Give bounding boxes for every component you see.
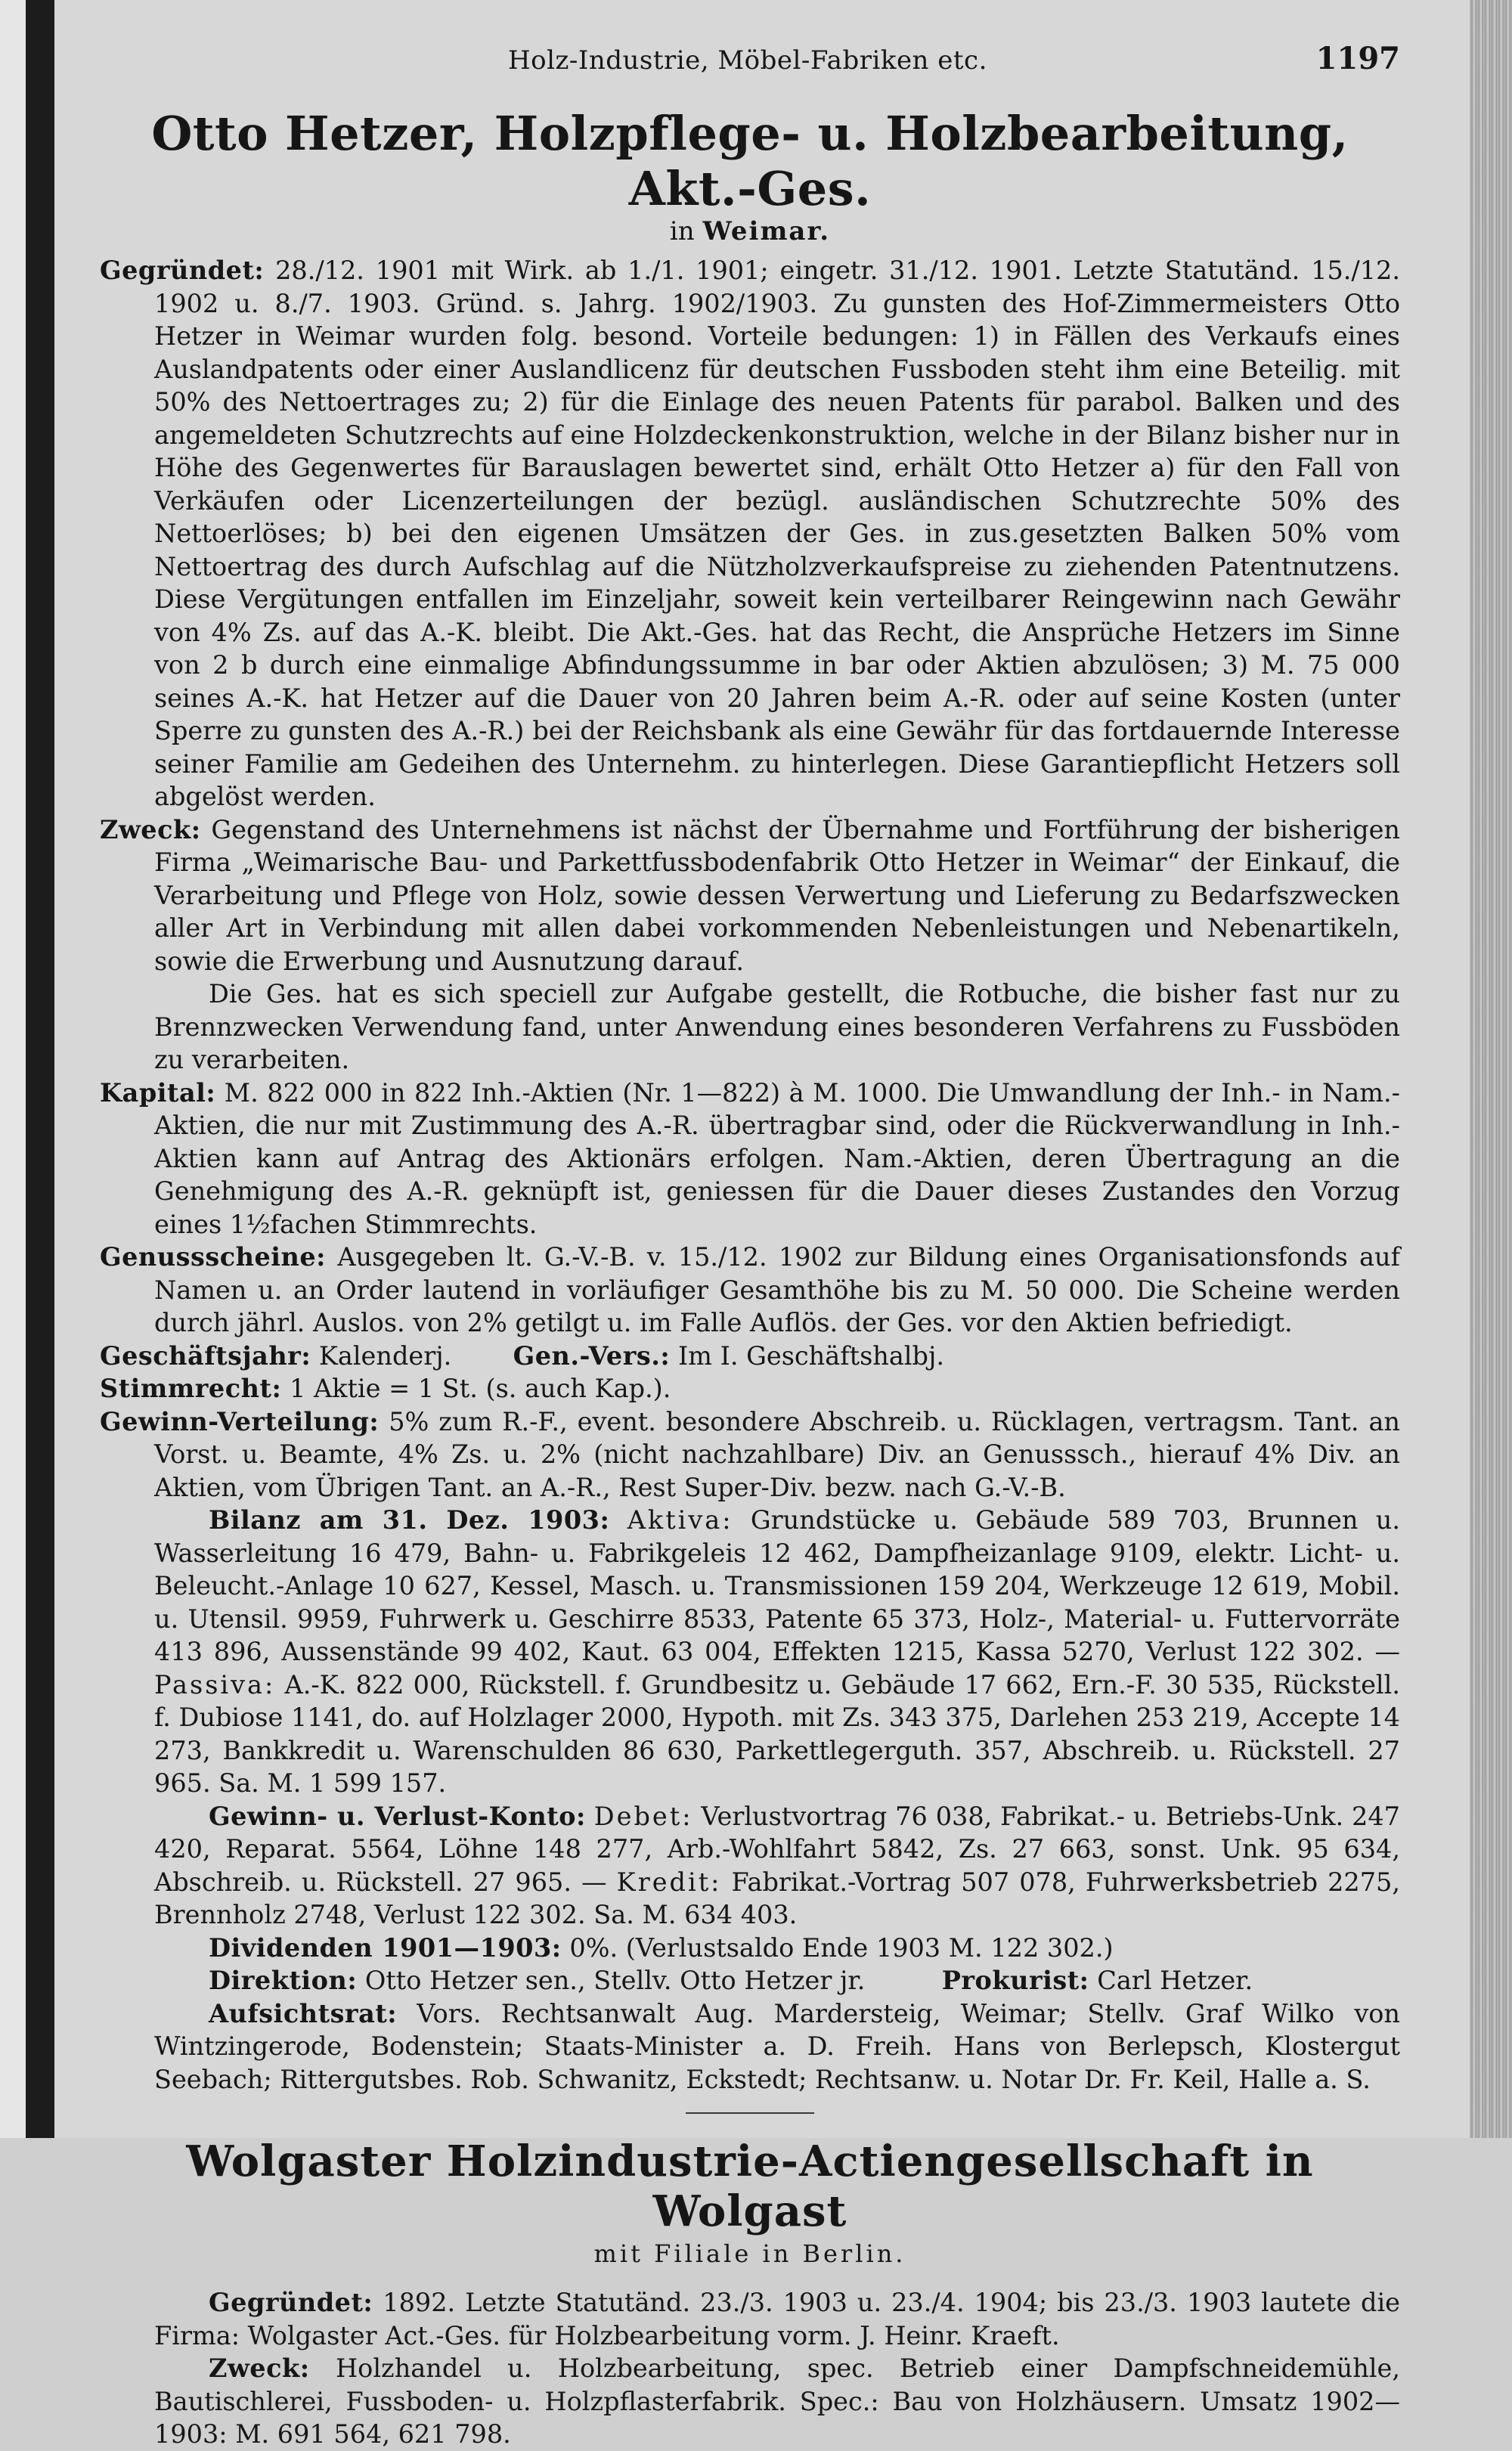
direktion-label: Direktion:: [209, 1966, 358, 1995]
gegruendet-label: Gegründet:: [100, 256, 265, 285]
gegruendet-text: 28./12. 1901 mit Wirk. ab 1./1. 1901; eingetr. 31./12. 1901. Letzte Statutänd. 15./12. 1902 u. 8./7. 1903. Gründ. s. Jahrg. 1902/1903. Zu gunsten des Hof-Zimmermeisters Otto Hetzer in Weimar wurden folg. besond. Vorteile bedungen: 1) in Fällen des Verkaufs eines Auslandpatents oder einer Auslandlicenz für deutschen Fussboden steht ihm eine Beteilig. mit 50% des Nettoertrages zu; 2) für die Einlage des neuen Patents für parabol. Balken und des angemeldeten Schutzrechts auf eine Holzdeckenkonstruktion, welche in der Bilanz bisher nur in Höhe des Gegenwertes für Barauslagen bewertet sind, erhält Otto Hetzer a) für den Fall von Verkäufen oder Licenzerteilungen der bezügl. ausländischen Schutzrechte 50% des Nettoerlöses; b) bei den eigenen Umsätzen der Ges. in zus.gesetzten Balken 50% vom Nettoertrag des durch Aufschlag auf die Nützholzverkaufspreise zu ziehenden Patentnutzens. Diese Vergütungen entfallen im Einzeljahr, soweit kein verteilbarer Reingewinn nach Gewähr von 4% Zs. auf das A.-K. bleibt. Die Akt.-Ges. hat das Recht, die Ansprüche Hetzers im Sinne von 2 b durch eine einmalige Abfindungssumme in bar oder Aktien abzulösen; 3) M. 75 000 seines A.-K. hat Hetzer auf die Dauer von 20 Jahren beim A.-R. oder auf seine Kosten (unter Sperre zu gunsten des A.-R.) bei der Reichsbank als eine Gewähr für das fortdauernde Interesse seiner Familie am Gedeihen des Unternehm. zu hinterlegen. Diese Garantiepflicht Hetzers soll abgelöst werden.: [154, 256, 1400, 811]
kredit-text: Fabrikat.-Vortrag 507 078, Fuhrwerksbetrieb 2275, Brennholz 2748, Verlust 122 302. Sa. M. 634 403.: [154, 1867, 1401, 1929]
company1-zweck: [100, 813, 1400, 978]
company1-stimmrecht: [100, 1372, 1400, 1405]
company2-gegruendet-label: Gegründet:: [209, 2288, 373, 2317]
passiva-label: Passiva:: [154, 1669, 276, 1700]
page-stack-edge: [1470, 0, 1512, 2138]
debet-label: Debet:: [593, 1801, 693, 1831]
company1-bilanz: [100, 1504, 1400, 1800]
company1-direktion: [100, 1964, 1400, 1997]
company1-gewinnverteilung: [100, 1405, 1400, 1504]
book-page: [54, 0, 1470, 2449]
company1-aufsichtsrat: [100, 1997, 1400, 2096]
prokurist-text: Carl Hetzer.: [1097, 1966, 1253, 1995]
genussscheine-label: Genussscheine:: [100, 1242, 327, 1272]
passiva-text: A.-K. 822 000, Rückstell. f. Grundbesitz u. Gebäude 17 662, Ern.-F. 30 535, Rückstell. f. Dubiose 1141, do. auf Holzlager 2000, Hypoth. mit Zs. 343 375, Darlehen 253 219, Accepte 14 273, Bankkredit u. Warenschulden 86 630, Parkettlegerguth. 357, Abschreib. u. Rückstell. 27 965. Sa. M. 1 599 157.: [154, 1669, 1400, 1798]
company2-subtitle: mit Filiale in Berlin.: [593, 2239, 906, 2268]
kredit-label: Kredit:: [616, 1867, 722, 1897]
book-binding-edge: [26, 0, 54, 2138]
company2-name: Wolgaster Holzindustrie-Actiengesellschaft in Wolgast: [186, 2136, 1314, 2236]
aufsichtsrat-label: Aufsichtsrat:: [209, 1998, 398, 2028]
company2-zweck-text: Holzhandel u. Holzbearbeitung, spec. Betrieb einer Dampfschneidemühle, Bautischlerei, Fussboden- u. Holzpflasterfabrik. Spec.: Bau von Holzhäusern. Umsatz 1902—1903: M. 691 564, 621 798.: [154, 2353, 1400, 2449]
company1-geschaeftsjahr-row: [100, 1340, 1400, 1373]
company2-zweck: [100, 2352, 1400, 2451]
aufsichtsrat-text: Vors. Rechtsanwalt Aug. Mardersteig, Weimar; Stellv. Graf Wilko von Wintzingerode, Bodenstein; Staats-Minister a. D. Freih. Hans von Berlepsch, Klostergut Seebach; Rittergutsbes. Rob. Schwanitz, Eckstedt; Rechtsanw. u. Notar Dr. Fr. Keil, Halle a. S.: [154, 1998, 1400, 2094]
company1-location-city: Weimar.: [702, 216, 831, 246]
kapital-label: Kapital:: [100, 1077, 216, 1108]
zweck-text: Gegenstand des Unternehmens ist nächst der Übernahme und Fortführung der bisherigen Firma „Weimarische Bau- und Parkettfussbodenfabrik Otto Hetzer in Weimar“ der Einkauf, die Verarbeitung und Pflege von Holz, sowie dessen Verwertung und Lieferung zu Bedarfszwecken aller Art in Verbindung mit allen dabei vorkommenden Nebenleistungen und Nebenartikeln, sowie die Erwerbung und Ausnutzung darauf.: [154, 814, 1400, 976]
genvers-label: Gen.-Vers.:: [513, 1340, 671, 1371]
company1-dividenden: [100, 1932, 1400, 1965]
aktiva-text: Grundstücke u. Gebäude 589 703, Brunnen u. Wasserleitung 16 479, Bahn- u. Fabrikgeleis 12 462, Dampfheizanlage 9109, elektr. Licht- u. Beleucht.-Anlage 10 627, Kessel, Masch. u. Transmissionen 159 204, Werkzeuge 12 619, Mobil. u. Utensil. 9959, Fuhrwerk u. Geschirre 8533, Patente 65 373, Holz-, Material- u. Futtervorräte 413 896, Aussenstände 99 402, Kaut. 63 004, Effekten 1215, Kassa 5270, Verlust 122 302. —: [154, 1505, 1401, 1666]
stimmrecht-text: 1 Aktie = 1 St. (s. auch Kap.).: [290, 1374, 671, 1403]
kapital-text: M. 822 000 in 822 Inh.-Aktien (Nr. 1—822) à M. 1000. Die Umwandlung der Inh.- in Nam.-Aktien, die nur mit Zustimmung des A.-R. übertragbar sind, oder die Rückverwandlung in Inh.-Aktien kann auf Antrag des Aktionärs erfolgen. Nam.-Aktien, deren Übertragung an die Genehmigung des A.-R. geknüpft ist, geniessen für die Dauer dieses Zustandes den Vorzug eines 1½fachen Stimmrechts.: [154, 1077, 1400, 1239]
genussscheine-text: Ausgegeben lt. G.-V.-B. v. 15./12. 1902 zur Bildung eines Organisationsfonds auf Namen u. an Order lautend in vorläufiger Gesamthöhe bis zu M. 50 000. Die Scheine werden durch jährl. Auslos. von 2% getilgt u. im Falle Auflös. der Ges. vor den Aktien befriedigt.: [154, 1242, 1400, 1337]
dividenden-label: Dividenden 1901—1903:: [209, 1932, 562, 1963]
company2-gegruendet: [100, 2286, 1400, 2352]
company1-guv: [100, 1800, 1400, 1932]
bilanz-label: Bilanz am 31. Dez. 1903:: [209, 1505, 610, 1535]
geschaeftsjahr-label: Geschäftsjahr:: [100, 1340, 311, 1371]
prokurist-label: Prokurist:: [941, 1966, 1089, 1995]
zweck-label: Zweck:: [100, 814, 201, 844]
company2-gegruendet-text: 1892. Letzte Statutänd. 23./3. 1903 u. 23./4. 1904; bis 23./3. 1903 lautete die Firma: Wolgaster Act.-Ges. für Holzbearbeitung vorm. J. Heinr. Kraeft.: [154, 2288, 1400, 2350]
section-divider: [686, 2112, 814, 2114]
running-head: [100, 30, 1400, 91]
company1-kapital: [100, 1077, 1400, 1241]
gewinnverteilung-label: Gewinn-Verteilung:: [100, 1406, 380, 1436]
stimmrecht-label: Stimmrecht:: [100, 1374, 282, 1403]
gewinnverteilung-text: 5% zum R.-F., event. besondere Abschreib. u. Rücklagen, vertragsm. Tant. an Vorst. u. Beamte, 4% Zs. u. 2% (nicht nachzahlbare) Div. an Genusssch., hierauf 4% Div. an Aktien, vom Übrigen Tant. an A.-R., Rest Super-Div. bezw. nach G.-V.-B.: [154, 1406, 1400, 1502]
company1-genussscheine: [100, 1241, 1400, 1340]
page-content: [100, 30, 1400, 2451]
company1-zweck-para2: Die Ges. hat es sich speciell zur Aufgabe gestellt, die Rotbuche, die bisher fast nur zu Brennzwecken Verwendung fand, unter Anwendung eines besonderen Verfahrens zu Fussböden zu verarbeiten.: [154, 979, 1400, 1074]
dividenden-text: 0%. (Verlustsaldo Ende 1903 M. 122 302.): [569, 1932, 1114, 1963]
aktiva-label: Aktiva:: [627, 1505, 733, 1535]
page-number: 1197: [1315, 41, 1400, 76]
company1-location-prefix: in: [669, 216, 695, 246]
guv-label: Gewinn- u. Verlust-Konto:: [209, 1801, 586, 1831]
company1-name: Otto Hetzer, Holzpflege- u. Holzbearbeitung, Akt.-Ges.: [151, 106, 1349, 216]
debet-text: Verlustvortrag 76 038, Fabrikat.- u. Betriebs-Unk. 247 420, Reparat. 5564, Löhne 148 277, Arb.-Wohlfahrt 5842, Zs. 27 663, sonst. Unk. 95 634, Abschreib. u. Rückstell. 27 965. —: [154, 1801, 1400, 1897]
genvers-text: Im I. Geschäftshalbj.: [677, 1340, 944, 1371]
company1-location: [100, 216, 1400, 246]
geschaeftsjahr-text: Kalenderj.: [318, 1340, 452, 1371]
running-head-title: Holz-Industrie, Möbel-Fabriken etc.: [508, 45, 987, 76]
company2-zweck-label: Zweck:: [209, 2353, 310, 2383]
direktion-text: Otto Hetzer sen., Stellv. Otto Hetzer jr.: [364, 1966, 866, 1995]
scan-left-margin: [0, 0, 26, 2138]
company1-gegruendet: [100, 254, 1400, 813]
